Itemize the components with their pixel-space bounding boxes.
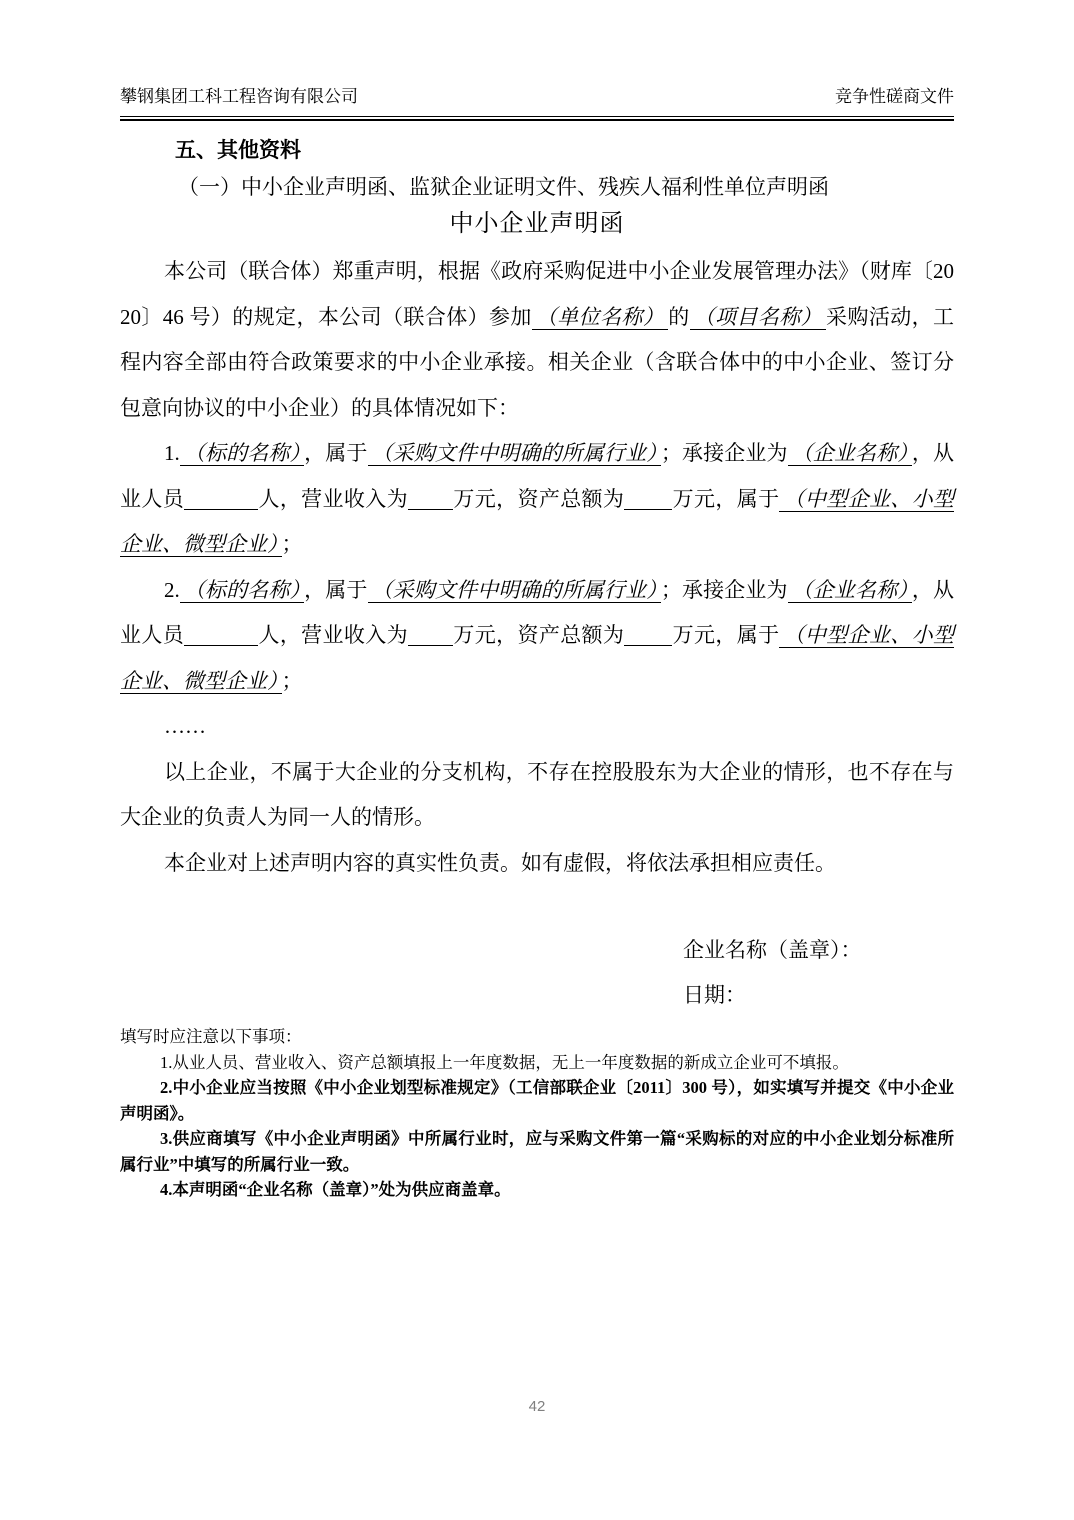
section-heading: 五、其他资料: [175, 138, 301, 162]
paragraph-responsibility: 本企业对上述声明内容的真实性负责。如有虚假，将依法承担相应责任。: [164, 850, 836, 875]
text-segment: 2.: [164, 577, 180, 602]
placeholder-field: （中型企业、小型企业、微型企业）: [120, 623, 955, 693]
note-item-1: 1.从业人员、营业收入、资产总额填报上一年度数据，无上一年度数据的新成立企业可不填报。: [160, 1052, 849, 1072]
text-segment: ，属于: [304, 441, 368, 465]
placeholder-field: （标的名称）: [180, 578, 304, 603]
text-segment: 采购活动，工程内容全部由符合政策要求的中小企业承接。相关企业（含联合体中的中小企业、签订分包意向协议的中小企业）的具体情况如下：: [120, 304, 955, 420]
letter-title: 中小企业声明函: [449, 211, 625, 237]
paragraph-item-2: [120, 568, 954, 705]
header-rule: [120, 116, 954, 121]
date-line: 日期：: [683, 983, 746, 1007]
header-company-name: 攀钢集团工科工程咨询有限公司: [120, 87, 358, 106]
text-segment: ；承接企业为: [660, 577, 788, 602]
header-rule-thin-line: [120, 116, 954, 117]
text-segment: 人，营业收入为: [258, 623, 409, 647]
ellipsis-line: ……: [164, 714, 206, 738]
page-header: [120, 86, 954, 108]
fill-in-blank: [408, 508, 453, 510]
placeholder-field: （企业名称）: [788, 578, 912, 603]
text-segment: ；承接企业为: [660, 441, 788, 465]
notes-intro: 填写时应注意以下事项：: [120, 1027, 302, 1046]
fill-in-blank: [624, 508, 672, 510]
text-segment: 万元，资产总额为: [453, 486, 625, 511]
text-segment: ；: [281, 668, 303, 693]
paragraph-declaration-intro: [120, 249, 954, 431]
text-segment: 万元，资产总额为: [453, 623, 625, 647]
placeholder-field: （采购文件中明确的所属行业）: [368, 441, 661, 466]
notes-section: [120, 1024, 954, 1203]
text-segment: 1.: [164, 441, 180, 465]
signature-block: [683, 928, 954, 1018]
note-item-2: 2.中小企业应当按照《中小企业划型标准规定》（工信部联企业〔2011〕300 号），如实填写并提交《中小企业声明函》。: [120, 1078, 954, 1123]
paragraph-item-1: [120, 431, 954, 568]
text-segment: ；: [281, 532, 303, 556]
text-segment: ，从业人员: [120, 577, 955, 647]
section-subheading: （一）中小企业声明函、监狱企业证明文件、残疾人福利性单位声明函: [178, 175, 829, 199]
placeholder-field: （采购文件中明确的所属行业）: [368, 578, 661, 603]
placeholder-field: （标的名称）: [180, 441, 304, 466]
note-item-3: 3.供应商填写《中小企业声明函》中所属行业时，应与采购文件第一篇“采购标的对应的中小企业划分标准所属行业”中填写的所属行业一致。: [120, 1129, 954, 1174]
header-document-type: 竞争性磋商文件: [835, 87, 954, 106]
document-body: [120, 136, 954, 1203]
header-rule-thick-line: [120, 119, 954, 121]
company-seal-line: 企业名称（盖章）：: [683, 938, 862, 962]
placeholder-field: （企业名称）: [788, 441, 912, 466]
fill-in-blank: [408, 644, 453, 646]
fill-in-blank: [624, 644, 672, 646]
text-segment: 万元，属于: [672, 486, 780, 511]
page-number: 42: [528, 1398, 546, 1415]
note-item-4: 4.本声明函“企业名称（盖章）”处为供应商盖章。: [160, 1180, 511, 1199]
text-segment: 的: [668, 304, 690, 329]
placeholder-field: （单位名称）: [532, 305, 668, 330]
paragraph-not-large-enterprise: 以上企业，不属于大企业的分支机构，不存在控股股东为大企业的情形，也不存在与大企业的负责人为同一人的情形。: [120, 759, 954, 829]
placeholder-field: （中型企业、小型企业、微型企业）: [120, 486, 955, 556]
text-segment: ，属于: [304, 577, 368, 602]
placeholder-field: （项目名称）: [690, 305, 826, 330]
text-segment: 人，营业收入为: [258, 486, 409, 511]
text-segment: ，从业人员: [120, 441, 955, 511]
fill-in-blank: [184, 508, 258, 510]
text-segment: 万元，属于: [672, 623, 780, 647]
fill-in-blank: [184, 644, 258, 646]
text-segment: 本公司（联合体）郑重声明，根据《政府采购促进中小企业发展管理办法》（财库〔2020〕46 号）的规定，本公司（联合体）参加: [120, 259, 954, 329]
